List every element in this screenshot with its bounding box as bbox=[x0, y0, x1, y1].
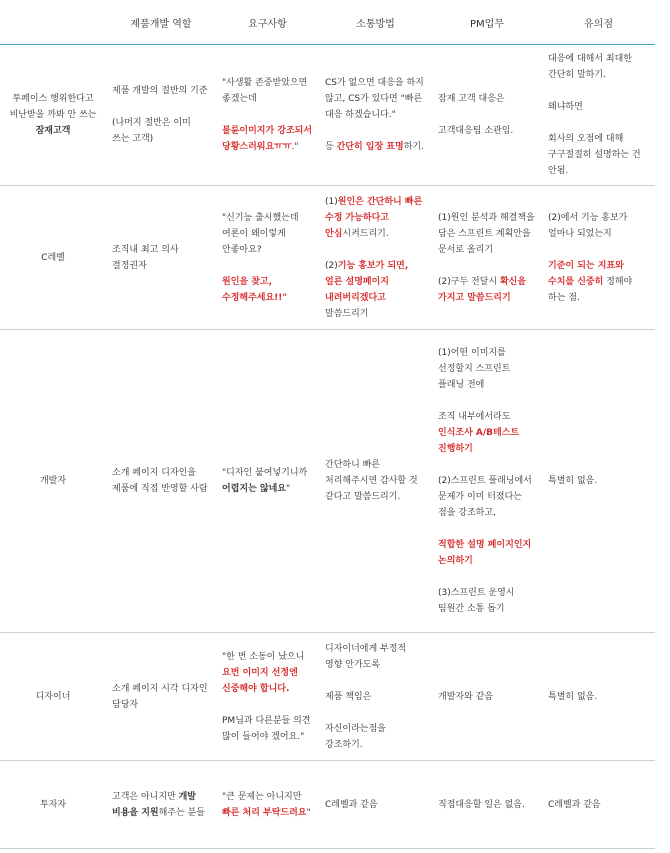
cell-paragraph bbox=[325, 641, 426, 673]
cell-paragraph bbox=[548, 473, 649, 489]
cell-text: 직접대응할 일은 없음. bbox=[438, 799, 525, 810]
stakeholder-cell bbox=[0, 45, 106, 186]
cell-text: (2)에서 기능 홍보가 얼마나 되었는지 bbox=[548, 212, 628, 239]
highlight-text: 인식조사 A/B테스트 진행하기 bbox=[438, 428, 520, 454]
cell-text: 투자자 bbox=[39, 799, 67, 810]
cell-paragraph bbox=[222, 713, 313, 745]
highlight-text: 간단히 입장 표명 bbox=[336, 142, 404, 152]
cell-paragraph bbox=[548, 258, 649, 306]
cell-paragraph bbox=[325, 721, 426, 753]
cell-text: 하기. bbox=[403, 142, 424, 152]
highlight-text: 적합한 설명 페이지인지 논의하기 bbox=[438, 540, 532, 566]
pm-tasks-cell bbox=[432, 330, 542, 633]
cell-text: C레벨과 같음 bbox=[548, 799, 601, 810]
table-row bbox=[0, 633, 655, 761]
cell-text: (3)스프린트 운영시 팀원간 소통 돕기 bbox=[438, 588, 515, 614]
table-row bbox=[0, 186, 655, 330]
role-cell bbox=[106, 633, 216, 761]
cell-paragraph bbox=[222, 465, 313, 497]
communication-cell bbox=[319, 330, 432, 633]
role-cell bbox=[106, 761, 216, 849]
cell-paragraph bbox=[548, 99, 649, 115]
cell-text: 시켜드리기. bbox=[342, 228, 389, 239]
cell-paragraph bbox=[222, 123, 313, 155]
cell-paragraph bbox=[222, 649, 313, 697]
role-cell bbox=[106, 330, 216, 633]
cell-text: 특별히 없음. bbox=[548, 691, 598, 702]
header-communication: 소통방법 bbox=[319, 0, 432, 45]
bold-text: 잠재고객 bbox=[35, 126, 71, 136]
cell-text: 정해야 하는 점. bbox=[548, 276, 633, 303]
highlight-text: 요번 이미지 선정엔 신중해야 합니다. bbox=[222, 667, 298, 694]
cell-text: (2)스프린트 플래닝에서 문제가 이미 터졌다는 점을 강조하고, bbox=[438, 476, 532, 518]
cell-paragraph bbox=[112, 115, 210, 147]
requirements-cell bbox=[216, 761, 319, 849]
cell-text: (1)어떤 이미지를 선정할지 스프린트 플래닝 전에 bbox=[438, 348, 511, 390]
cell-text: C레벨 bbox=[41, 252, 65, 263]
notes-cell bbox=[542, 45, 655, 186]
communication-cell bbox=[319, 186, 432, 330]
cell-paragraph bbox=[222, 210, 313, 258]
table-row bbox=[0, 761, 655, 849]
cell-text: 회사의 오점에 대해 구구절절히 설명하는 건 안됨. bbox=[548, 134, 641, 176]
cell-text: (2)구두 전달시 bbox=[438, 276, 500, 287]
cell-paragraph bbox=[325, 75, 426, 123]
role-cell bbox=[106, 186, 216, 330]
highlight-text: 원인은 간단하니 빠른 수정 가능하다고 안심 bbox=[325, 196, 423, 239]
stakeholder-cell bbox=[0, 330, 106, 633]
cell-paragraph bbox=[438, 537, 536, 569]
pm-tasks-cell bbox=[432, 633, 542, 761]
cell-text: 잠재 고객 대응은 bbox=[438, 94, 505, 104]
bold-text: 어렵지는 않네요 bbox=[222, 484, 286, 494]
cell-paragraph bbox=[112, 83, 210, 99]
cell-paragraph bbox=[438, 473, 536, 521]
communication-cell bbox=[319, 633, 432, 761]
table-row bbox=[0, 45, 655, 186]
requirements-cell bbox=[216, 45, 319, 186]
cell-text: 조직 내부에서라도 bbox=[438, 412, 511, 422]
cell-text: "큰 문제는 아니지만 bbox=[222, 791, 302, 802]
cell-text: "신기능 출시했는데 여론이 왜이렇게 안좋아요? bbox=[222, 212, 299, 255]
header-notes: 유의점 bbox=[542, 0, 655, 45]
stakeholder-cell bbox=[0, 761, 106, 849]
highlight-text: 불륜이미지가 강조되서 당황스러워요ㅠㅠ bbox=[222, 126, 313, 152]
cell-paragraph bbox=[222, 274, 313, 306]
cell-paragraph bbox=[325, 689, 426, 705]
header-role: 제품개발 역할 bbox=[106, 0, 216, 45]
cell-paragraph bbox=[438, 91, 536, 107]
cell-text: (나머지 절반은 이미 쓰는 고객) bbox=[112, 118, 191, 144]
bold-text: 개발 비용을 지원 bbox=[112, 791, 196, 818]
cell-text: 대응에 대해서 최대한 간단히 말하기. bbox=[548, 54, 632, 80]
cell-paragraph bbox=[222, 75, 313, 107]
cell-text: 제품 개발의 절반의 기준 bbox=[112, 86, 208, 96]
cell-paragraph bbox=[438, 409, 536, 457]
cell-paragraph bbox=[438, 689, 536, 705]
cell-text: " bbox=[286, 484, 291, 494]
header-blank bbox=[0, 0, 106, 45]
cell-text: 등 bbox=[325, 142, 337, 152]
cell-text: " bbox=[306, 807, 311, 818]
cell-text: 소개 페이지 시각 디자인 담당자 bbox=[112, 683, 208, 710]
cell-text: 해주는 분들 bbox=[158, 807, 205, 818]
requirements-cell bbox=[216, 633, 319, 761]
cell-paragraph bbox=[325, 258, 426, 322]
communication-cell bbox=[319, 761, 432, 849]
cell-text: ." bbox=[291, 142, 299, 152]
cell-text: 개발자 bbox=[39, 476, 67, 486]
header-row bbox=[0, 0, 655, 45]
pm-tasks-cell bbox=[432, 45, 542, 186]
pm-tasks-cell bbox=[432, 761, 542, 849]
cell-paragraph bbox=[548, 797, 649, 813]
cell-text: 고객대응팀 소관임. bbox=[438, 126, 514, 136]
header-requirements: 요구사항 bbox=[216, 0, 319, 45]
cell-paragraph bbox=[548, 51, 649, 83]
cell-paragraph bbox=[438, 797, 536, 813]
highlight-text: 원인을 찾고, 수정해주세요!!" bbox=[222, 276, 288, 303]
cell-text: 조직내 최고 의사 결정권자 bbox=[112, 244, 179, 271]
cell-text: C레벨과 같음 bbox=[325, 799, 378, 810]
cell-paragraph bbox=[548, 210, 649, 242]
requirements-cell bbox=[216, 186, 319, 330]
cell-text: 고객은 아니지만 bbox=[112, 791, 179, 802]
cell-paragraph bbox=[438, 210, 536, 258]
highlight-text: 기준이 되는 지표와 수치를 신중히 bbox=[548, 260, 624, 287]
cell-paragraph bbox=[325, 457, 426, 505]
cell-text: PM님과 다른분들 의견 많이 들어야 겠어요." bbox=[222, 715, 311, 742]
cell-paragraph bbox=[112, 465, 210, 497]
cell-text: 제품 책임은 bbox=[325, 691, 372, 702]
table-row bbox=[0, 330, 655, 633]
cell-paragraph bbox=[438, 345, 536, 393]
cell-text: (1)원인 분석과 해결책을 담은 스프린트 계획안을 문서로 올리기 bbox=[438, 212, 535, 255]
cell-text: 간단하니 빠른 처리해주시면 감사할 것 같다고 말씀드리기. bbox=[325, 460, 418, 502]
pm-tasks-cell bbox=[432, 186, 542, 330]
cell-paragraph bbox=[548, 131, 649, 179]
cell-paragraph bbox=[325, 139, 426, 155]
cell-paragraph bbox=[325, 797, 426, 813]
requirements-cell bbox=[216, 330, 319, 633]
stakeholder-cell bbox=[0, 186, 106, 330]
cell-paragraph bbox=[438, 123, 536, 139]
cell-paragraph bbox=[548, 689, 649, 705]
cell-text: 디자이너에게 부정적 영향 안가도록 bbox=[325, 643, 407, 670]
notes-cell bbox=[542, 330, 655, 633]
cell-paragraph bbox=[112, 681, 210, 713]
cell-text: "사생활 존중받았으면 좋겠는데 bbox=[222, 78, 308, 104]
cell-paragraph bbox=[112, 242, 210, 274]
cell-paragraph bbox=[438, 274, 536, 306]
cell-text: "디자인 붙여넣기니까 bbox=[222, 468, 308, 478]
notes-cell bbox=[542, 186, 655, 330]
notes-cell bbox=[542, 761, 655, 849]
cell-text: 말씀드리기 bbox=[325, 308, 369, 319]
cell-text: "한 번 소동이 났으니 bbox=[222, 651, 305, 662]
communication-cell bbox=[319, 45, 432, 186]
cell-text: 소개 페이지 디자인을 제품에 직접 반영할 사람 bbox=[112, 468, 208, 494]
header-pm-tasks: PM업무 bbox=[432, 0, 542, 45]
highlight-text: 빠른 처리 부탁드려요 bbox=[222, 807, 307, 818]
cell-paragraph bbox=[222, 789, 313, 821]
cell-text: 자신이라는점을 강조하기. bbox=[325, 723, 386, 750]
stakeholder-cell bbox=[0, 633, 106, 761]
highlight-text: 확신을 가지고 말씀드리기 bbox=[438, 276, 527, 303]
cell-text: 왜냐하면 bbox=[548, 102, 583, 112]
cell-paragraph bbox=[112, 789, 210, 821]
cell-text: 투페이스 행위한다고 비난받을 까봐 안 쓰는 bbox=[9, 94, 97, 120]
cell-text: 디자이너 bbox=[35, 691, 71, 702]
cell-text: 개발자와 같음 bbox=[438, 691, 494, 702]
cell-text: 특별히 없음. bbox=[548, 476, 598, 486]
cell-text: (2) bbox=[325, 260, 338, 271]
notes-cell bbox=[542, 633, 655, 761]
highlight-text: 기능 홍보가 되면, 얼른 설명페이지 내려버리겠다고 bbox=[325, 260, 409, 303]
cell-paragraph bbox=[325, 194, 426, 242]
cell-text: CS가 없으면 대응을 하지 않고, CS가 있다면 "빠른 대응 하겠습니다." bbox=[325, 78, 424, 120]
cell-text: (1) bbox=[325, 196, 338, 207]
role-cell bbox=[106, 45, 216, 186]
cell-paragraph bbox=[438, 585, 536, 617]
